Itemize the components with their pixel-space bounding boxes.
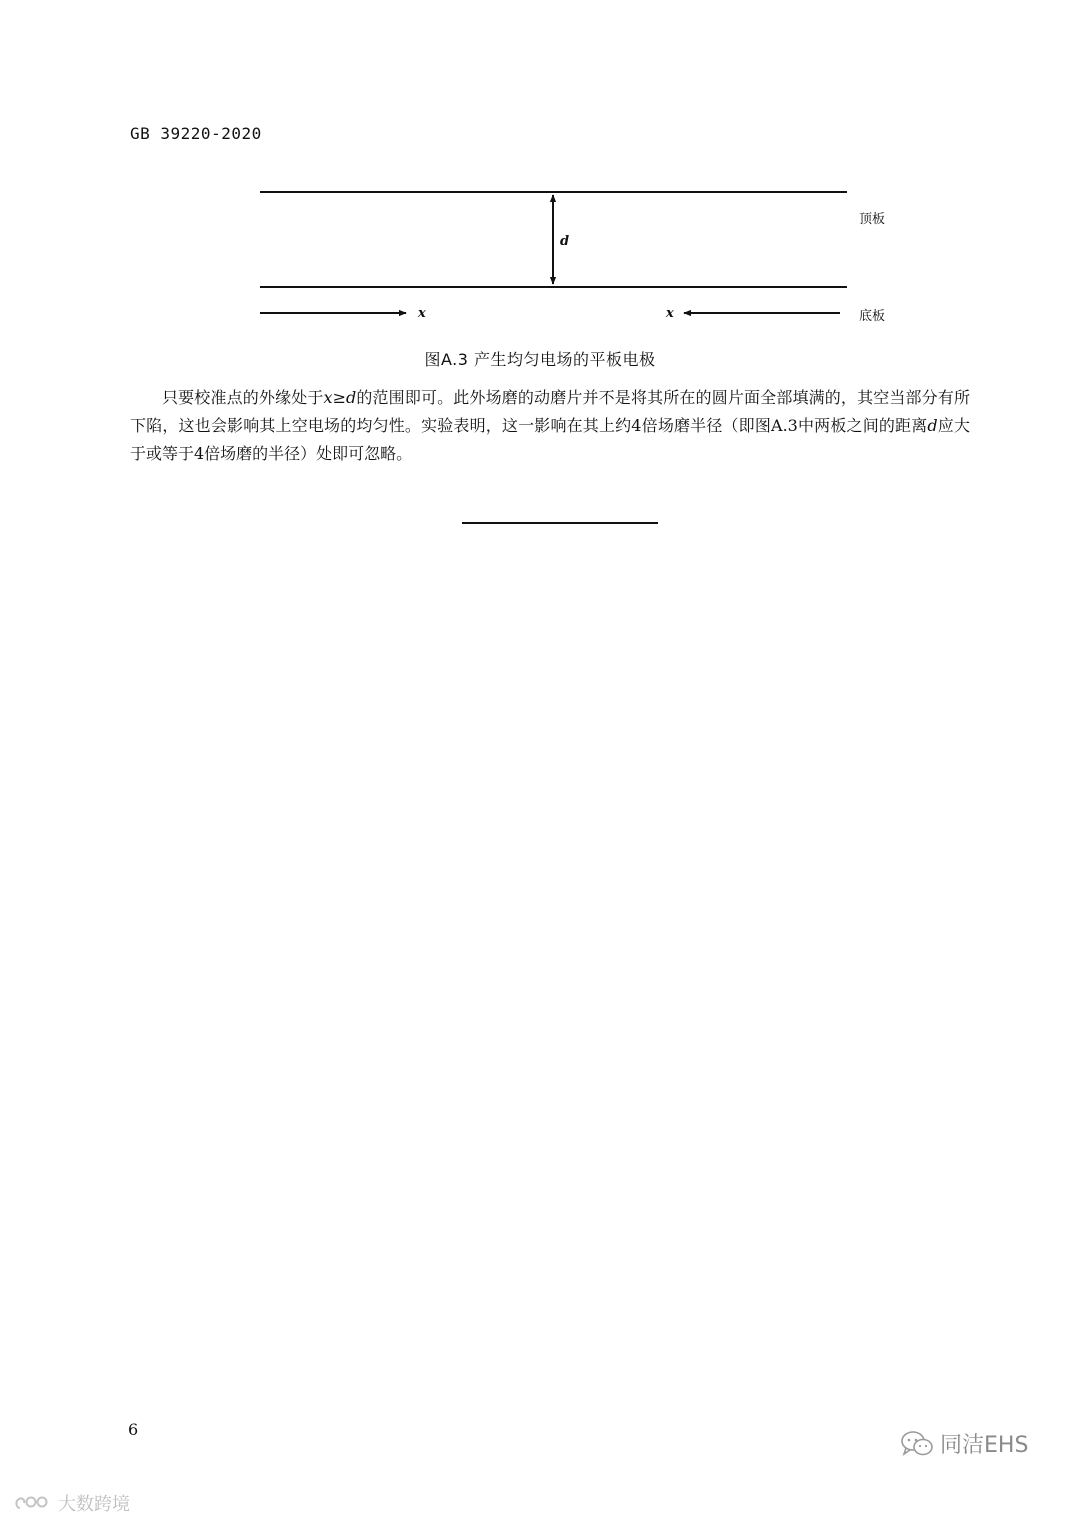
document-standard-number: GB 39220-2020 (130, 124, 262, 143)
text-segment: 应大于或等于4倍场磨的半径）处即可忽略。 (130, 416, 970, 463)
parallel-plate-figure (0, 0, 1080, 340)
wechat-icon (900, 1429, 934, 1459)
variable-d: d (927, 416, 938, 435)
watermark-right (900, 1428, 1028, 1459)
text-segment: 的范围即可。此外场磨的动磨片并不是将其所在的圆片面全部填满的，其空当部分有所下陷，这也会影响其上空电场的均匀性。实验表明，这一影响在其上约4倍场磨半径（即图A.3中两板之间的距离 (130, 388, 970, 435)
end-of-document-rule (462, 522, 658, 524)
text-segment: 只要校准点的外缘处于 (162, 388, 324, 407)
watermark-right-text: 同洁EHS (940, 1433, 1029, 1458)
page-number: 6 (128, 1420, 139, 1439)
ge-symbol: ≥ (332, 388, 346, 407)
figure-caption: 图A.3 产生均匀电场的平板电极 (424, 350, 656, 369)
watermark-left-text: 大数跨境 (58, 1494, 130, 1515)
brand-logo-icon (14, 1493, 52, 1513)
top-plate-label: 顶板 (859, 212, 886, 227)
watermark-left (14, 1490, 130, 1516)
x-left-label: x (418, 306, 426, 321)
x-right-label: x (666, 306, 674, 321)
bottom-plate-label: 底板 (859, 309, 886, 324)
variable-d: d (345, 388, 357, 407)
body-paragraph (130, 384, 970, 468)
distance-label: d (560, 234, 570, 249)
body-paragraph-container (130, 384, 970, 468)
variable-x: x (323, 388, 333, 407)
